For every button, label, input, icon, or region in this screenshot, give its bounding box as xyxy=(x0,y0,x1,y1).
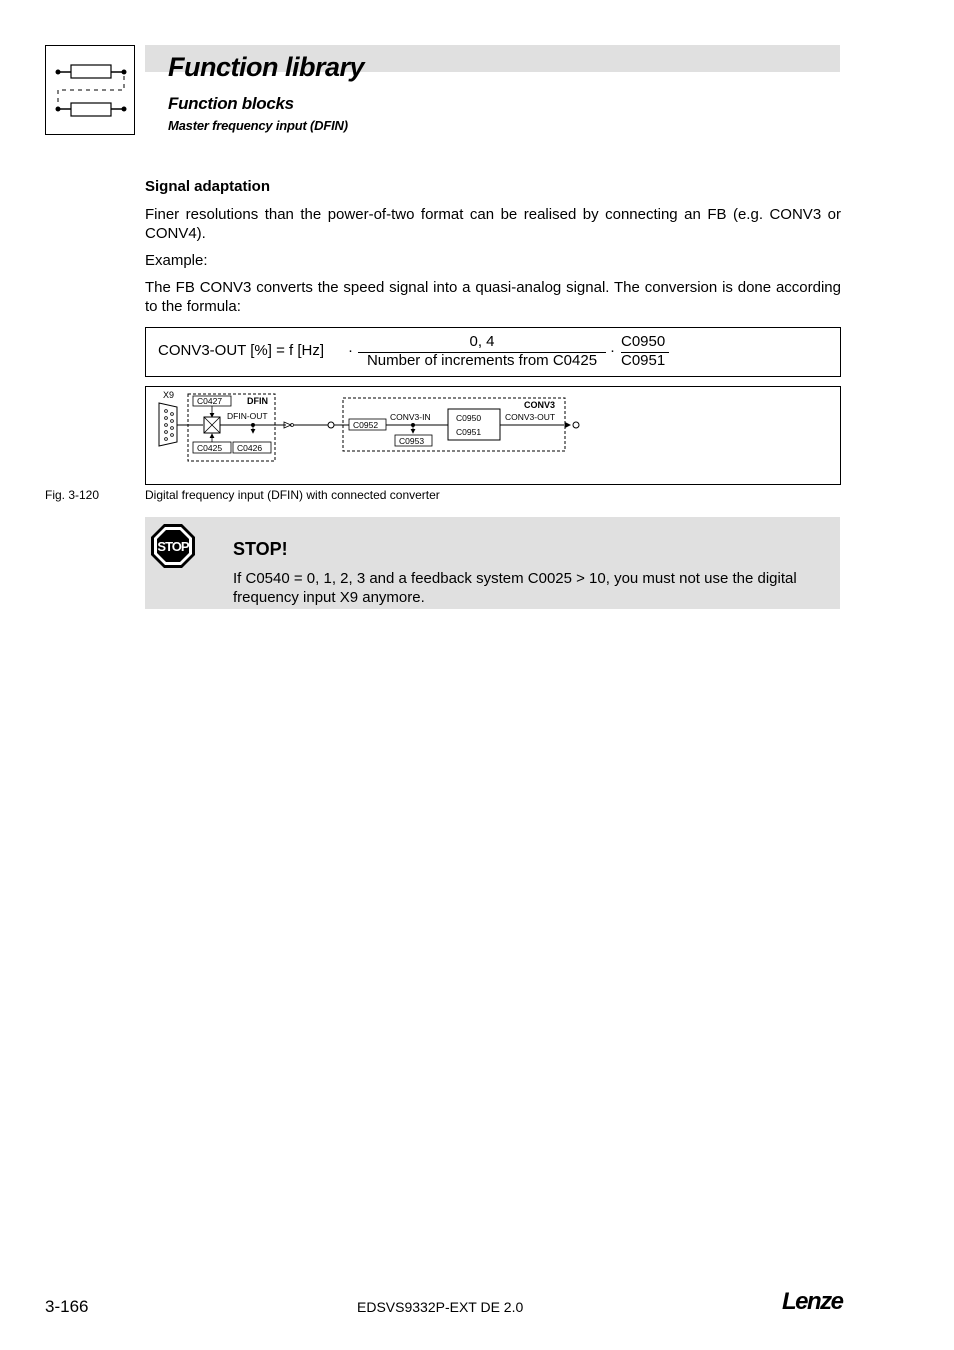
chapter-subtitle: Function blocks xyxy=(168,94,294,113)
page-title: Function library xyxy=(168,52,365,82)
formula-box xyxy=(145,327,841,377)
dfin-out-label: DFIN-OUT xyxy=(227,411,268,421)
formula-denominator-2: C0951 xyxy=(621,352,666,369)
figure-caption: Digital frequency input (DFIN) with connected converter xyxy=(145,488,440,502)
code-c0426: C0426 xyxy=(237,443,263,453)
formula-lhs: CONV3-OUT [%] = f [Hz] xyxy=(158,342,325,359)
paragraph-example: Example: xyxy=(145,252,208,269)
conv3-out-label: CONV3-OUT xyxy=(505,412,556,422)
section-subtitle: Master frequency input (DFIN) xyxy=(168,118,348,133)
formula-denominator: Number of increments from C0425 xyxy=(366,352,598,369)
code-c0951: C0951 xyxy=(456,427,482,437)
code-c0952: C0952 xyxy=(353,420,379,430)
stop-title: STOP! xyxy=(233,539,288,559)
conv3-label: CONV3 xyxy=(524,400,556,410)
conv3-in-label: CONV3-IN xyxy=(390,412,431,422)
code-c0953: C0953 xyxy=(399,436,425,446)
code-c0950: C0950 xyxy=(456,413,482,423)
document-id: EDSVS9332P-EXT DE 2.0 xyxy=(357,1299,524,1315)
code-c0427: C0427 xyxy=(197,396,223,406)
connector-label: X9 xyxy=(163,390,175,400)
block-diagram xyxy=(145,386,841,485)
sub-d-connector-icon xyxy=(159,403,177,446)
page-number: 3-166 xyxy=(45,1297,89,1316)
section-heading: Signal adaptation xyxy=(145,178,271,195)
figure-number: Fig. 3-120 xyxy=(45,488,100,502)
formula-dot: · xyxy=(610,342,615,359)
paragraph-resolution: Finer resolutions than the power-of-two format can be realised by connecting an FB (e.g. CONV3 or CONV4). xyxy=(145,206,841,242)
dfin-label: DFIN xyxy=(247,396,268,406)
code-c0425: C0425 xyxy=(197,443,223,453)
paragraph-conversion: The FB CONV3 converts the speed signal into a quasi-analog signal. The conversion is done according to the formula: xyxy=(145,279,841,315)
formula-numerator: 0, 4 xyxy=(469,333,495,350)
stop-text: If C0540 = 0, 1, 2, 3 and a feedback system C0025 > 10, you must not use the digital frequency input X9 anymore. xyxy=(233,570,797,606)
stop-sign-icon xyxy=(150,523,196,574)
svg-text:STOP: STOP xyxy=(157,539,189,554)
formula-numerator-2: C0950 xyxy=(621,333,666,350)
lenze-logo: Lenze xyxy=(782,1288,843,1315)
formula-dot: · xyxy=(348,342,353,359)
function-block-icon xyxy=(45,45,135,135)
